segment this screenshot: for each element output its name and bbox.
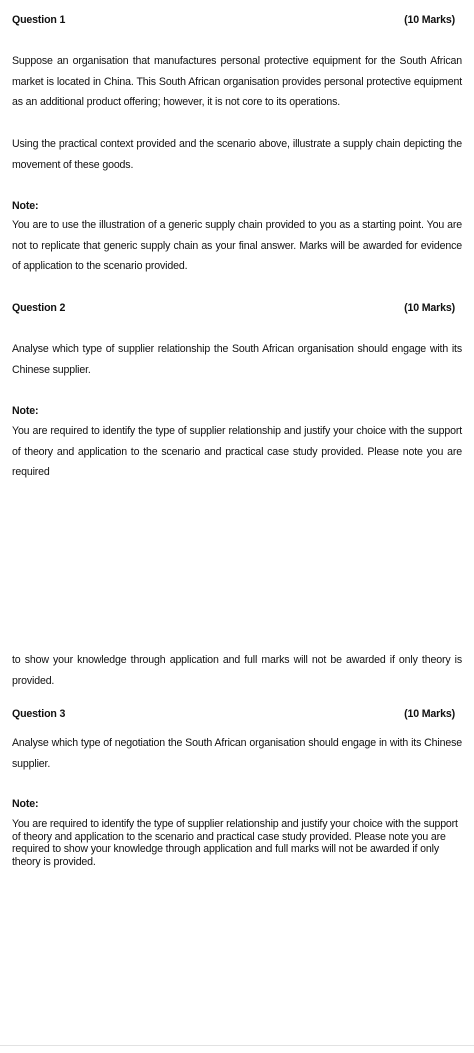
question-3-marks: (10 Marks) (404, 708, 455, 720)
question-2-marks: (10 Marks) (404, 302, 455, 314)
page-bottom-divider (0, 1045, 474, 1046)
question-3-header (12, 708, 455, 722)
question-2-note-text: You are required to identify the type of supplier relationship and justify your choice with the support of theory and application to the scenario and practical case study provided. Please note you are required (12, 425, 462, 478)
question-1-scenario (12, 51, 462, 113)
question-1-marks: (10 Marks) (404, 14, 455, 26)
question-2-note (12, 404, 462, 418)
question-3-note (12, 797, 462, 811)
question-1-note-label: Note: (12, 200, 39, 212)
question-1-header (12, 14, 455, 28)
question-3-note-text: You are required to identify the type of supplier relationship and justify your choice with the support of theory and application to the scenario and practical case study provided. Please note you are required to show your knowledge through application and full marks will not be awarded if only theory is provided. (12, 818, 458, 868)
question-2-header (12, 302, 455, 316)
question-3-note-body (12, 818, 462, 868)
question-3-paragraph-1: Analyse which type of negotiation the South African organisation should engage in with its Chinese supplier. (12, 737, 462, 770)
question-2-title: Question 2 (12, 302, 66, 314)
question-2-note-label: Note: (12, 405, 39, 417)
question-1-title: Question 1 (12, 14, 66, 26)
question-1-task (12, 134, 462, 175)
question-1-note (12, 199, 462, 213)
question-1-note-body (12, 215, 462, 277)
question-2-note-continued (12, 650, 462, 691)
question-2-note-continued-text: to show your knowledge through application and full marks will not be awarded if only theory is provided. (12, 654, 462, 687)
question-1-paragraph-1: Suppose an organisation that manufactures personal protective equipment for the South African market is located in China. This South African organisation provides personal protective equipment as an additional product offering; however, it is not core to its operations. (12, 55, 462, 108)
question-3-task (12, 733, 462, 774)
question-2-task (12, 339, 462, 380)
question-1-paragraph-2: Using the practical context provided and the scenario above, illustrate a supply chain depicting the movement of these goods. (12, 138, 462, 171)
question-3-title: Question 3 (12, 708, 66, 720)
question-1-note-text: You are to use the illustration of a generic supply chain provided to you as a starting point. You are not to replicate that generic supply chain as your final answer. Marks will be awarded for evidence of application to the scenario provided. (12, 219, 462, 272)
question-2-paragraph-1: Analyse which type of supplier relationship the South African organisation should engage with its Chinese supplier. (12, 343, 462, 376)
question-2-note-body (12, 421, 462, 483)
question-3-note-label: Note: (12, 798, 39, 810)
